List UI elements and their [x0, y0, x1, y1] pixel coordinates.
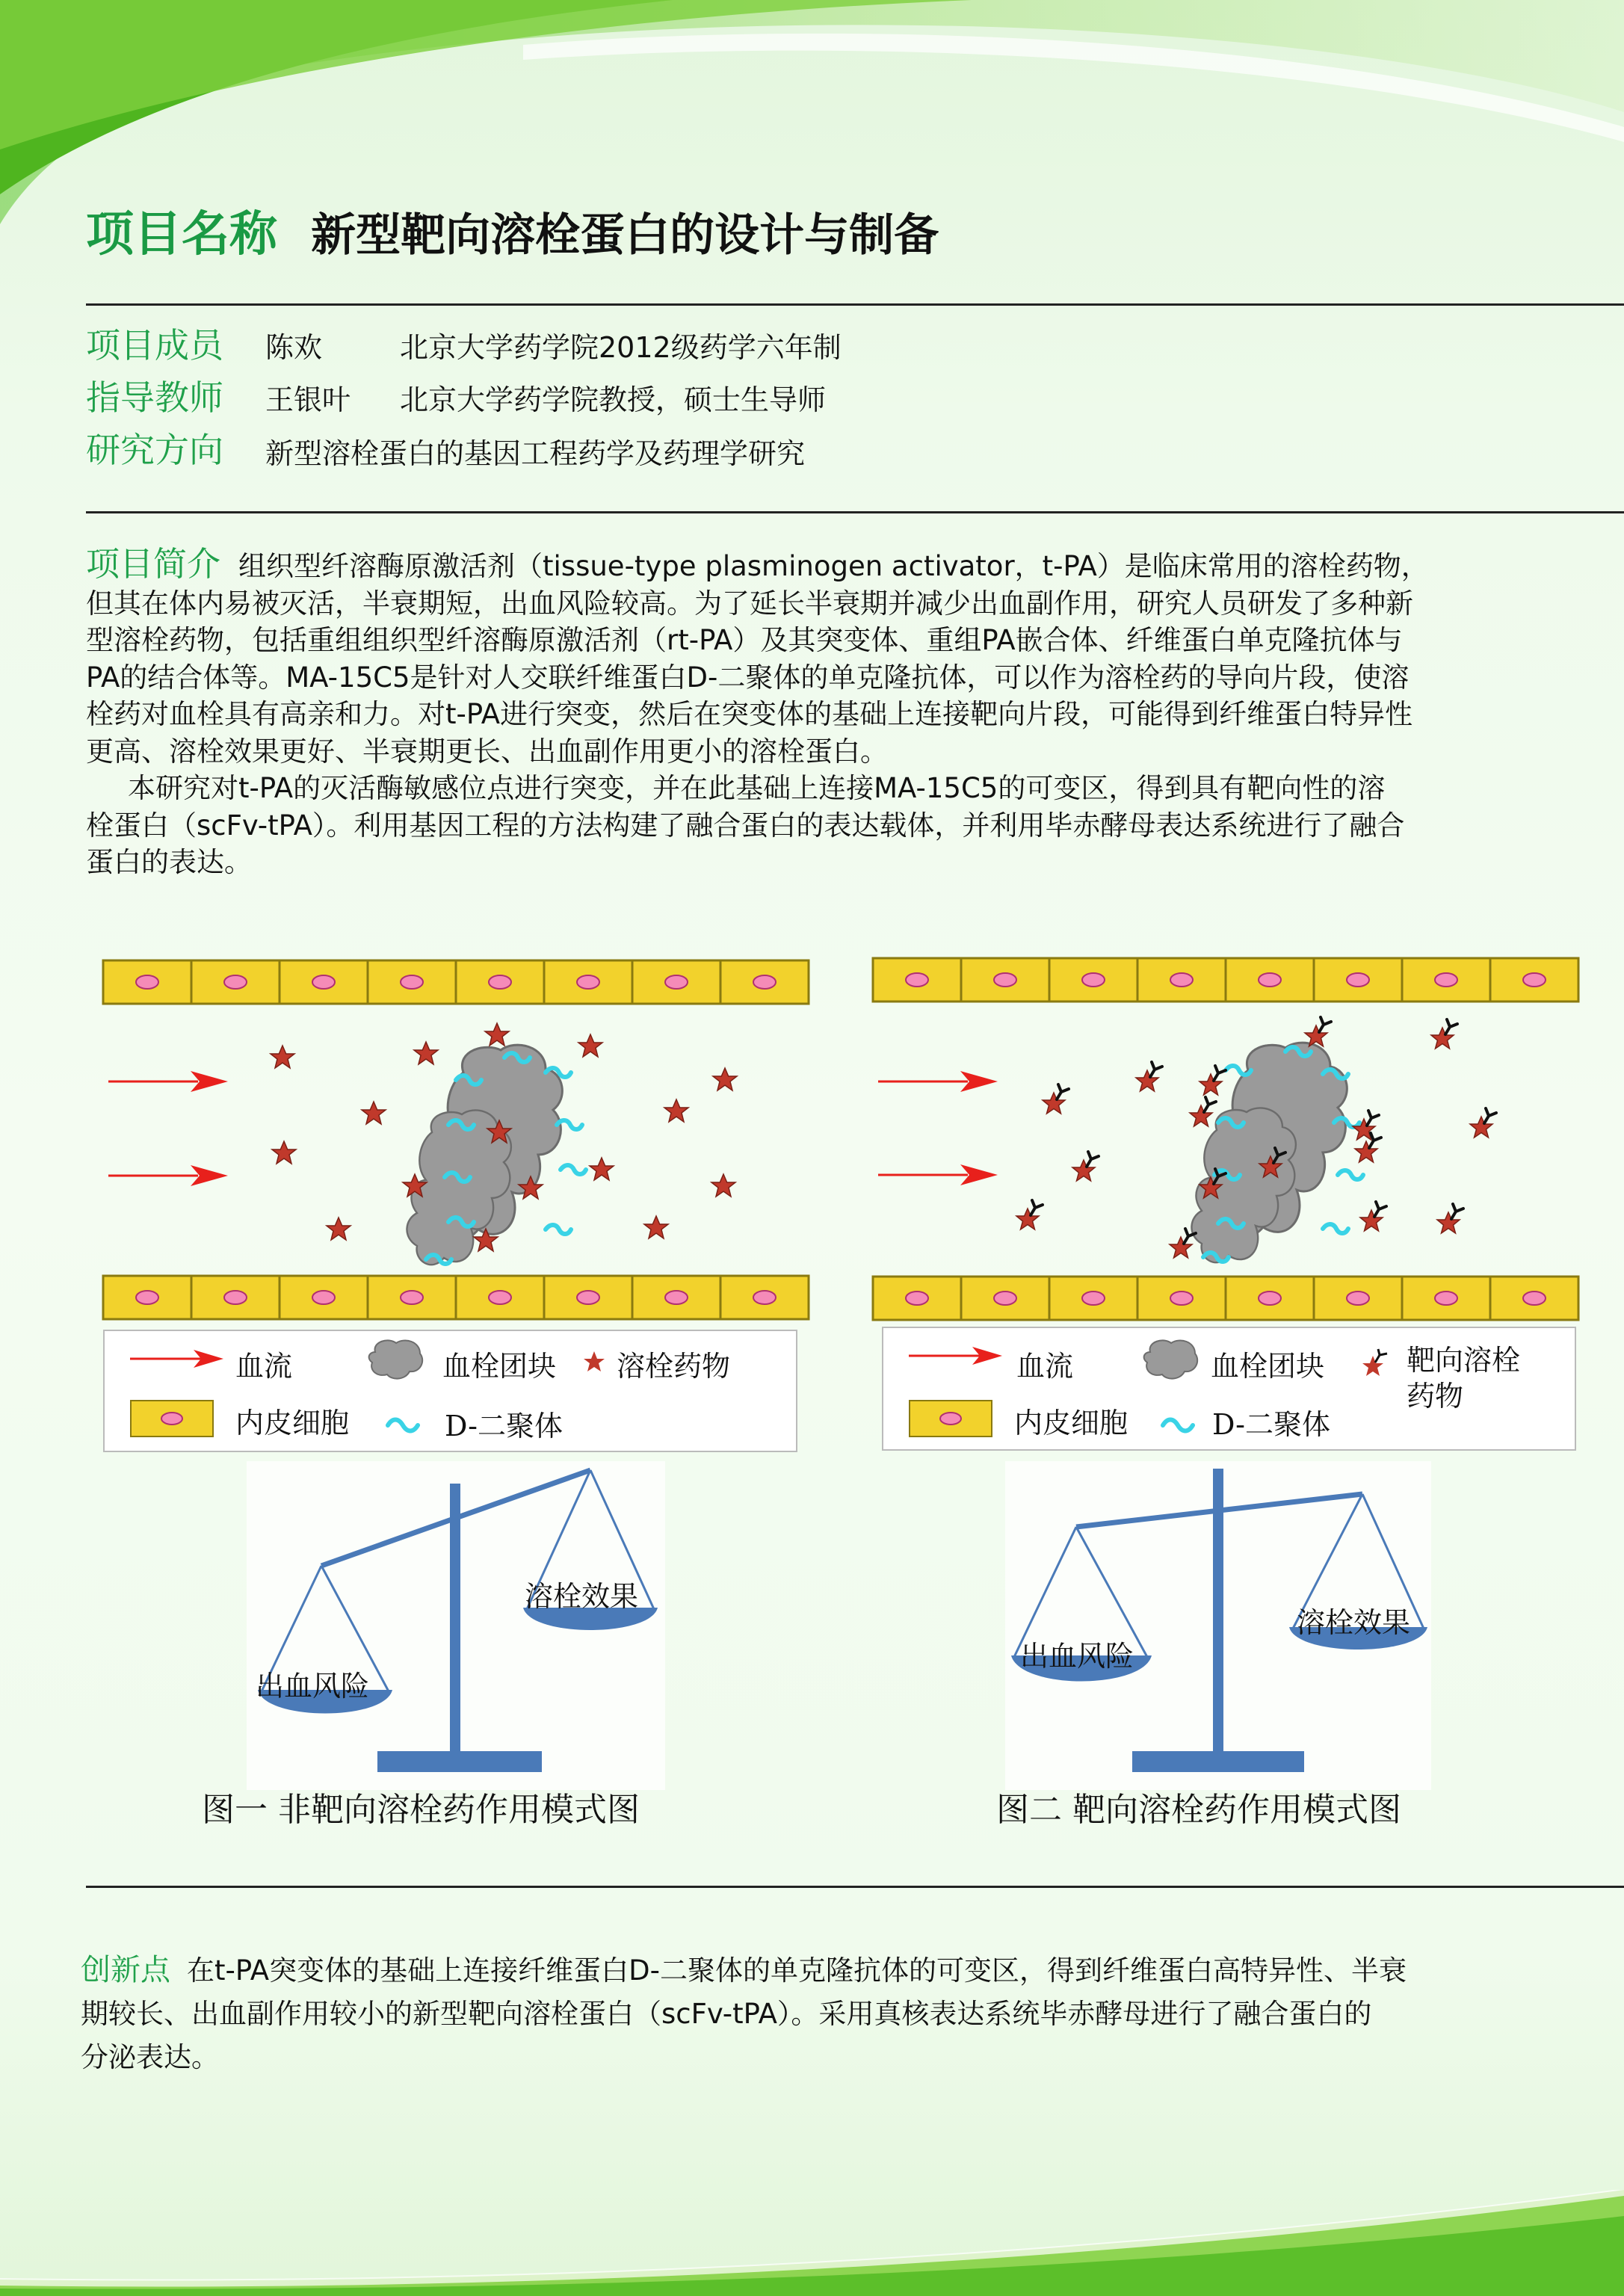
- blood-flow-arrows: [878, 1071, 998, 1185]
- advisor-detail: 北京大学药学院教授，硕士生导师: [400, 383, 827, 416]
- info-row-direction: [86, 423, 806, 472]
- drug-star-icon: [583, 1351, 605, 1373]
- endothelial-top-row: [873, 958, 1578, 1002]
- intro-line: 型溶栓药物，包括重组组织型纤溶酶原激活剂（rt-PA）及其突变体、重组PA嵌合体、纤维蛋白单克隆抗体与: [86, 624, 1403, 656]
- advisor-name: 王银叶: [265, 383, 351, 416]
- blood-flow-arrow-icon: [130, 1348, 227, 1370]
- intro-line: 栓蛋白（scFv-tPA）。利用基因工程的方法构建了融合蛋白的表达载体，并利用毕赤酵母表达系统进行了融合: [86, 809, 1405, 842]
- innovation-label: 创新点: [81, 1953, 170, 1987]
- intro-line: 本研究对t-PA的灭活酶敏感位点进行突变，并在此基础上连接MA-15C5的可变区，得到具有靶向性的溶: [128, 772, 1386, 804]
- intro-line: 蛋白的表达。: [86, 846, 252, 878]
- endothelial-cell-icon: [909, 1400, 994, 1439]
- figure1-balance: [247, 1461, 665, 1790]
- thrombus-icon: [366, 1337, 426, 1382]
- targeted-drug-icon: [1362, 1348, 1392, 1377]
- legend-endothelial: 内皮细胞: [235, 1407, 350, 1439]
- members-label: 项目成员: [86, 325, 223, 365]
- legend-blood-flow: 血流: [235, 1350, 293, 1383]
- endothelial-bottom-row: [873, 1277, 1578, 1320]
- blood-flow-arrow-icon: [909, 1345, 1006, 1367]
- intro-line: 组织型纤溶酶原激活剂（tissue-type plasminogen activator，t-PA）是临床常用的溶栓药物，: [238, 550, 1429, 582]
- ddimer-icon: [385, 1415, 422, 1437]
- figure2-right-pan-label: 溶栓效果: [1297, 1606, 1411, 1639]
- direction-label: 研究方向: [86, 430, 223, 470]
- thrombus-icon: [1141, 1337, 1201, 1382]
- figure1-legend: [103, 1330, 797, 1452]
- legend-blood-flow: 血流: [1016, 1350, 1074, 1383]
- figure1-caption: 图一 非靶向溶栓药作用模式图: [202, 1791, 640, 1829]
- endothelial-cell-icon: [130, 1400, 215, 1439]
- figure1-right-pan-label: 溶栓效果: [525, 1580, 639, 1613]
- endothelial-top-row: [103, 960, 809, 1004]
- figure1-vessel-diagram: [97, 953, 815, 1327]
- title-text: 新型靶向溶栓蛋白的设计与制备: [311, 209, 939, 262]
- legend-ddimer: D-二聚体: [445, 1410, 564, 1442]
- innovation-line: 在t-PA突变体的基础上连接纤维蛋白D-二聚体的单克隆抗体的可变区，得到纤维蛋白高特异性、半衰: [187, 1954, 1407, 1987]
- legend-thrombus: 血栓团块: [1211, 1350, 1325, 1383]
- project-title: [86, 196, 939, 265]
- members-detail: 北京大学药学院2012级药学六年制: [400, 331, 842, 364]
- info-row-advisor: [86, 371, 827, 420]
- divider: [86, 511, 1624, 513]
- blood-flow-arrows: [108, 1071, 228, 1186]
- info-row-members: [86, 318, 842, 368]
- figure1-left-pan-label: 出血风险: [256, 1670, 370, 1703]
- direction-detail: 新型溶栓蛋白的基因工程药学及药理学研究: [265, 437, 806, 470]
- legend-drug: 溶栓药物: [617, 1350, 731, 1383]
- intro-line: 更高、溶栓效果更好、半衰期更长、出血副作用更小的溶栓蛋白。: [86, 735, 888, 768]
- innovation-line: 分泌表达。: [81, 2041, 219, 2073]
- innovation-line: 期较长、出血副作用较小的新型靶向溶栓蛋白（scFv-tPA）。采用真核表达系统毕赤酵母进行了融合蛋白的: [81, 1998, 1372, 2030]
- figure2-vessel-diagram: [867, 951, 1596, 1328]
- intro-line: PA的结合体等。MA-15C5是针对人交联纤维蛋白D-二聚体的单克隆抗体，可以作为溶栓药的导向片段，使溶: [86, 661, 1410, 694]
- bottom-swoosh-decoration: [0, 2190, 1624, 2296]
- endothelial-bottom-row: [103, 1276, 809, 1319]
- divider: [86, 303, 1624, 306]
- intro-line: 栓药对血栓具有高亲和力。对t-PA进行突变，然后在突变体的基础上连接靶向片段，可能得到纤维蛋白特异性: [86, 698, 1413, 730]
- figure2-legend: [882, 1327, 1576, 1451]
- ddimer-icon: [1160, 1415, 1197, 1437]
- figure2-left-pan-label: 出血风险: [1020, 1640, 1134, 1673]
- members-name: 陈欢: [265, 331, 323, 364]
- title-label: 项目名称: [86, 207, 277, 261]
- figure2-caption: 图二 靶向溶栓药作用模式图: [996, 1791, 1401, 1829]
- legend-endothelial: 内皮细胞: [1014, 1407, 1129, 1439]
- legend-drug-line2: 药物: [1407, 1380, 1464, 1413]
- intro-paragraph: [86, 546, 1547, 881]
- legend-thrombus: 血栓团块: [442, 1350, 557, 1383]
- intro-line: 但其在体内易被灭活，半衰期短，出血风险较高。为了延长半衰期并减少出血副作用，研究人员研发了多种新: [86, 587, 1413, 620]
- advisor-label: 指导教师: [86, 377, 223, 418]
- intro-label: 项目简介: [86, 544, 221, 584]
- legend-drug-line1: 靶向溶栓: [1407, 1344, 1521, 1377]
- divider: [86, 1886, 1624, 1888]
- legend-ddimer: D-二聚体: [1212, 1408, 1331, 1441]
- innovation-paragraph: [81, 1948, 1546, 2079]
